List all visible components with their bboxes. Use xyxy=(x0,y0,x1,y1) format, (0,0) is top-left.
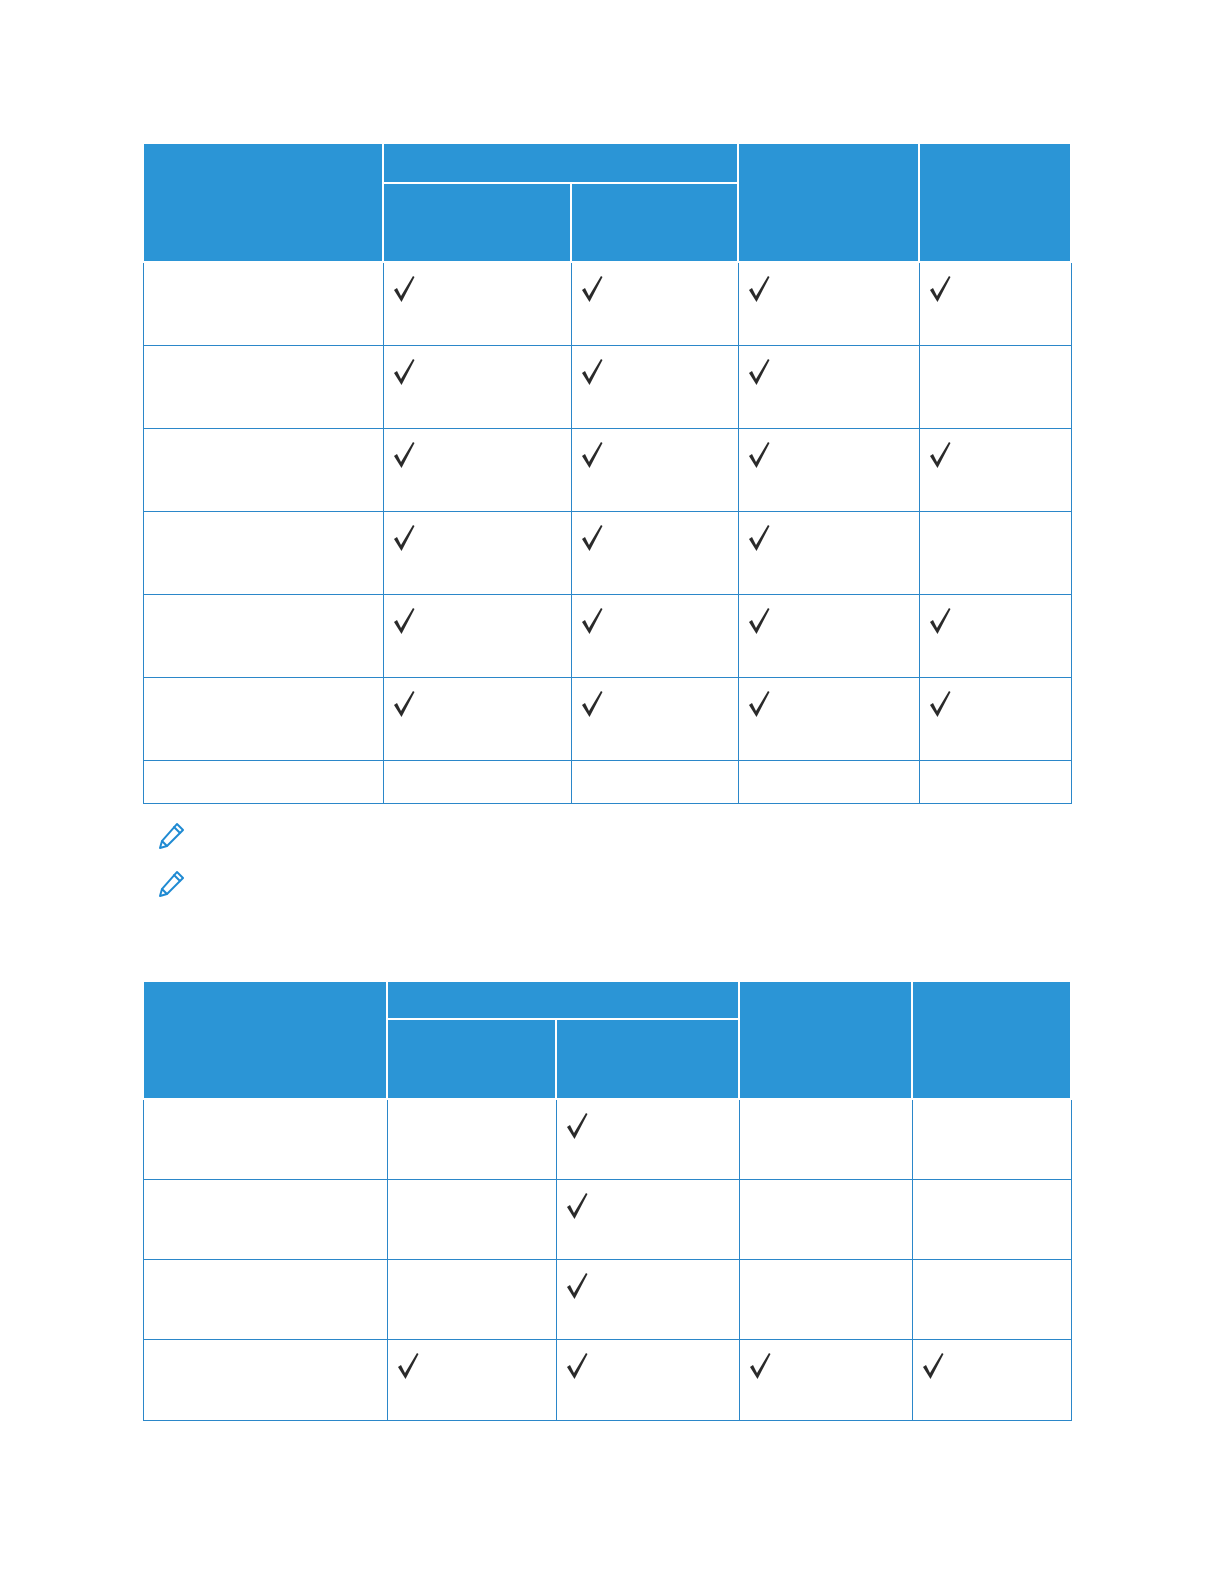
empty-cell xyxy=(739,1179,912,1259)
supported-cell xyxy=(571,428,738,511)
header-col-3 xyxy=(739,981,912,1099)
row-label-cell xyxy=(143,428,383,511)
supported-cell xyxy=(383,345,571,428)
row-label-cell xyxy=(143,594,383,677)
empty-cell xyxy=(387,1099,556,1179)
header-row-label xyxy=(143,981,387,1099)
table-row xyxy=(143,1259,1071,1339)
supported-cell xyxy=(738,511,919,594)
checkmark-icon xyxy=(580,358,604,386)
checkmark-icon xyxy=(396,1352,420,1380)
supported-cell xyxy=(383,594,571,677)
checkmark-icon xyxy=(748,1352,772,1380)
table-row xyxy=(143,1179,1071,1259)
supported-cell xyxy=(738,262,919,345)
supported-cell xyxy=(571,677,738,760)
checkmark-icon xyxy=(392,524,416,552)
row-label-cell xyxy=(143,345,383,428)
paper-compatibility-table-2 xyxy=(142,980,1072,1421)
supported-cell xyxy=(738,345,919,428)
table-row xyxy=(143,677,1071,760)
pencil-note-icon xyxy=(156,868,188,900)
checkmark-icon xyxy=(580,690,604,718)
row-label-cell xyxy=(143,1339,387,1420)
row-label-cell xyxy=(143,1099,387,1179)
checkmark-icon xyxy=(747,524,771,552)
supported-cell xyxy=(556,1179,739,1259)
row-label-cell xyxy=(143,677,383,760)
checkmark-icon xyxy=(565,1352,589,1380)
checkmark-icon xyxy=(392,275,416,303)
table-row xyxy=(143,594,1071,677)
supported-cell xyxy=(383,511,571,594)
supported-cell xyxy=(387,1339,556,1420)
checkmark-icon xyxy=(580,524,604,552)
checkmark-icon xyxy=(565,1192,589,1220)
row-label-cell xyxy=(143,760,383,803)
empty-cell xyxy=(912,1179,1071,1259)
empty-cell xyxy=(912,1099,1071,1179)
empty-cell xyxy=(919,760,1071,803)
supported-cell xyxy=(919,594,1071,677)
checkmark-icon xyxy=(747,607,771,635)
supported-cell xyxy=(919,428,1071,511)
note-2 xyxy=(156,868,188,900)
supported-cell xyxy=(556,1099,739,1179)
supported-cell xyxy=(919,262,1071,345)
supported-cell xyxy=(738,594,919,677)
row-label-cell xyxy=(143,1259,387,1339)
empty-cell xyxy=(738,760,919,803)
table-row xyxy=(143,760,1071,803)
checkmark-icon xyxy=(392,441,416,469)
supported-cell xyxy=(571,511,738,594)
empty-cell xyxy=(387,1259,556,1339)
table-row xyxy=(143,511,1071,594)
table-row xyxy=(143,262,1071,345)
checkmark-icon xyxy=(928,607,952,635)
table-row xyxy=(143,428,1071,511)
header-col-1 xyxy=(387,1019,556,1099)
empty-cell xyxy=(912,1259,1071,1339)
supported-cell xyxy=(571,594,738,677)
header-col-3 xyxy=(738,143,919,262)
empty-cell xyxy=(739,1259,912,1339)
supported-cell xyxy=(738,677,919,760)
table-row xyxy=(143,1099,1071,1179)
header-col-2 xyxy=(571,183,738,262)
row-label-cell xyxy=(143,1179,387,1259)
table-row xyxy=(143,1339,1071,1420)
empty-cell xyxy=(919,345,1071,428)
checkmark-icon xyxy=(928,275,952,303)
supported-cell xyxy=(912,1339,1071,1420)
header-col-4 xyxy=(912,981,1071,1099)
checkmark-icon xyxy=(565,1112,589,1140)
header-col-2 xyxy=(556,1019,739,1099)
empty-cell xyxy=(383,760,571,803)
supported-cell xyxy=(571,345,738,428)
supported-cell xyxy=(571,262,738,345)
empty-cell xyxy=(571,760,738,803)
empty-cell xyxy=(919,511,1071,594)
header-col-1 xyxy=(383,183,571,262)
checkmark-icon xyxy=(747,690,771,718)
supported-cell xyxy=(383,262,571,345)
checkmark-icon xyxy=(580,441,604,469)
checkmark-icon xyxy=(928,690,952,718)
checkmark-icon xyxy=(580,275,604,303)
empty-cell xyxy=(387,1179,556,1259)
header-group xyxy=(383,143,738,183)
header-col-4 xyxy=(919,143,1071,262)
checkmark-icon xyxy=(921,1352,945,1380)
supported-cell xyxy=(738,428,919,511)
checkmark-icon xyxy=(392,358,416,386)
supported-cell xyxy=(556,1259,739,1339)
checkmark-icon xyxy=(565,1272,589,1300)
table-row xyxy=(143,345,1071,428)
checkmark-icon xyxy=(392,690,416,718)
supported-cell xyxy=(556,1339,739,1420)
row-label-cell xyxy=(143,511,383,594)
supported-cell xyxy=(383,428,571,511)
header-row-label xyxy=(143,143,383,262)
pencil-note-icon xyxy=(156,820,188,852)
supported-cell xyxy=(739,1339,912,1420)
supported-cell xyxy=(919,677,1071,760)
checkmark-icon xyxy=(747,275,771,303)
supported-cell xyxy=(383,677,571,760)
empty-cell xyxy=(739,1099,912,1179)
checkmark-icon xyxy=(580,607,604,635)
row-label-cell xyxy=(143,262,383,345)
note-1 xyxy=(156,820,188,852)
checkmark-icon xyxy=(747,358,771,386)
paper-compatibility-table-1 xyxy=(142,142,1072,804)
checkmark-icon xyxy=(392,607,416,635)
checkmark-icon xyxy=(747,441,771,469)
header-group xyxy=(387,981,739,1019)
checkmark-icon xyxy=(928,441,952,469)
